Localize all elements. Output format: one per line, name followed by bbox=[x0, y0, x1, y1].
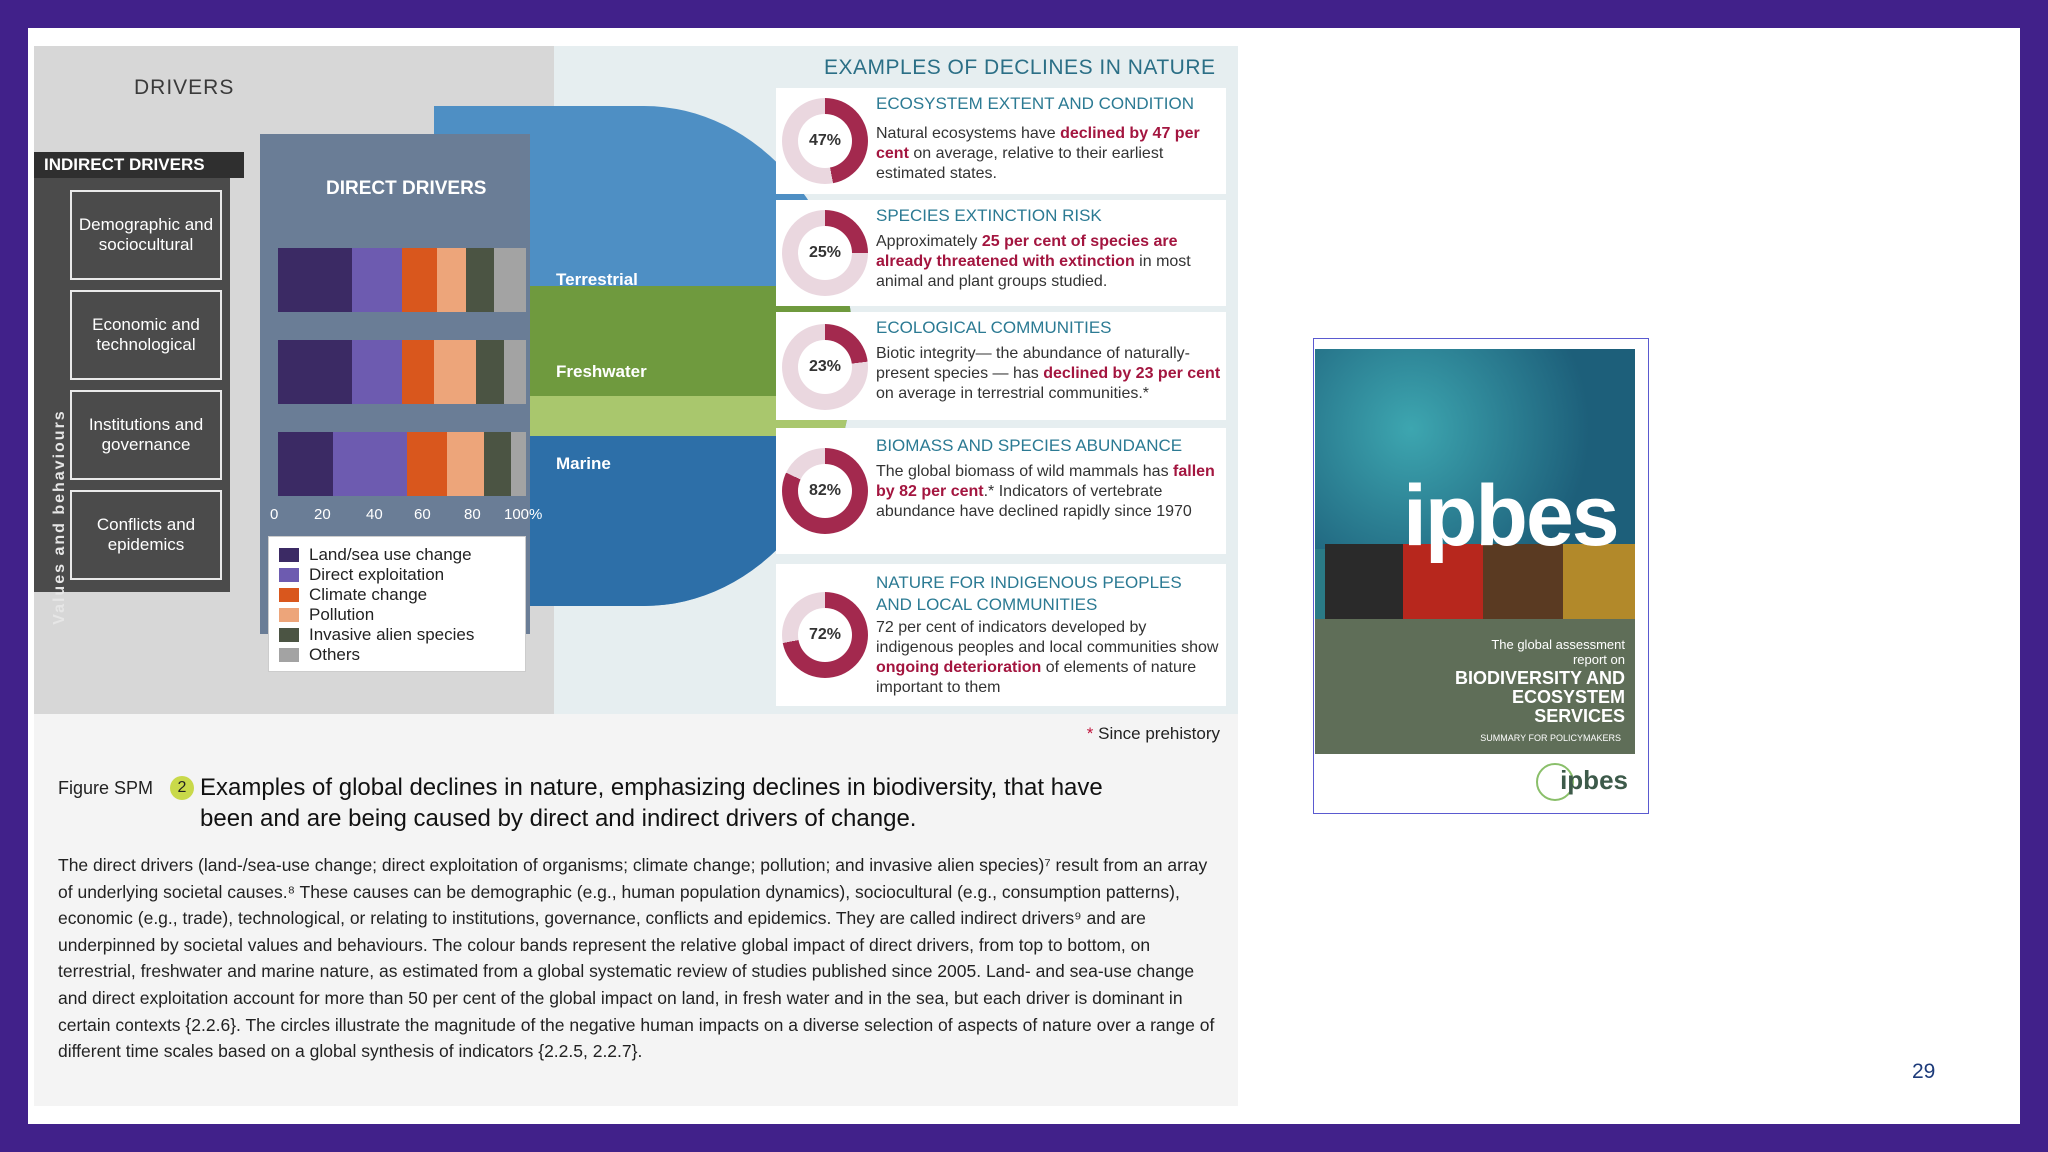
card-highlight: declined by 47 per cent bbox=[876, 125, 1200, 162]
infographic bbox=[34, 46, 1238, 714]
footer-logo-text: ipbes bbox=[1560, 764, 1628, 795]
card-text-post: on average, relative to their earliest estimated states. bbox=[876, 145, 1164, 182]
cover-spm: SUMMARY FOR POLICYMAKERS bbox=[1480, 733, 1621, 743]
bar-segment-others bbox=[511, 432, 526, 496]
figure-label: Figure SPM bbox=[58, 778, 154, 798]
values-behaviours-label: Values and behaviours bbox=[51, 409, 68, 625]
bar-segment-land-sea-use-change bbox=[278, 340, 352, 404]
bar-segment-direct-exploitation bbox=[352, 340, 402, 404]
legend-item bbox=[279, 625, 474, 645]
legend-swatch bbox=[279, 588, 299, 602]
donut-chart bbox=[782, 98, 868, 184]
tick-label: 80 bbox=[464, 506, 481, 523]
donut-value: 82% bbox=[798, 464, 852, 518]
card-text-post: in most animal and plant groups studied. bbox=[876, 253, 1191, 290]
bar-segment-others bbox=[504, 340, 526, 404]
legend-swatch bbox=[279, 608, 299, 622]
decline-card bbox=[776, 88, 1226, 194]
legend-label: Direct exploitation bbox=[309, 565, 445, 584]
figure-title: Examples of global declines in nature, emphasizing declines in biodiversity, that have been and are being caused by direct and indirect drivers of change. bbox=[200, 774, 1103, 832]
figure-number: 2 bbox=[170, 776, 194, 800]
card-title: ECOLOGICAL COMMUNITIES bbox=[876, 318, 1112, 337]
donut-value: 23% bbox=[798, 340, 852, 394]
tick-label: 20 bbox=[314, 506, 331, 523]
legend-label: Climate change bbox=[309, 585, 428, 604]
donut-chart bbox=[782, 448, 868, 534]
cover-image bbox=[1315, 349, 1635, 754]
indirect-driver-box: Economic and technological bbox=[70, 290, 222, 380]
card-text-post: .* Indicators of vertebrate abundance have declined rapidly since 1970 bbox=[876, 483, 1192, 520]
tick-label: 0 bbox=[270, 506, 279, 523]
card-highlight: fallen by 82 per cent bbox=[876, 463, 1215, 500]
report-cover bbox=[1313, 338, 1649, 814]
card-highlight: declined by 23 per cent bbox=[1043, 365, 1221, 382]
donut-value: 25% bbox=[798, 226, 852, 280]
frame-border-bottom bbox=[0, 1124, 2048, 1152]
donut-value: 72% bbox=[798, 608, 852, 662]
bar-segment-pollution bbox=[437, 248, 467, 312]
legend-item bbox=[279, 645, 360, 665]
decline-card bbox=[776, 312, 1226, 420]
tick-label: 40 bbox=[366, 506, 383, 523]
cover-main-title: BIODIVERSITY AND ECOSYSTEM SERVICES bbox=[1454, 668, 1625, 726]
donut-value: 47% bbox=[798, 114, 852, 168]
legend-swatch bbox=[279, 568, 299, 582]
bar-segment-land-sea-use-change bbox=[278, 432, 333, 496]
frame-border-left bbox=[0, 0, 28, 1152]
indirect-drivers-heading: INDIRECT DRIVERS bbox=[34, 152, 244, 178]
decline-card bbox=[776, 200, 1226, 306]
examples-title: EXAMPLES OF DECLINES IN NATURE bbox=[824, 56, 1216, 79]
card-text bbox=[876, 124, 1221, 184]
frame-border-right bbox=[2020, 0, 2048, 1152]
bar-segment-invasive-alien-species bbox=[476, 340, 503, 404]
card-text bbox=[876, 232, 1221, 292]
donut-chart bbox=[782, 210, 868, 296]
legend-item bbox=[279, 585, 427, 605]
since-prehistory-note bbox=[1087, 724, 1220, 744]
drivers-title: DRIVERS bbox=[134, 76, 235, 99]
label-marine: Marine bbox=[556, 454, 611, 473]
bar-segment-others bbox=[494, 248, 526, 312]
bar-segment-direct-exploitation bbox=[333, 432, 407, 496]
driver-bar-marine bbox=[278, 432, 526, 496]
card-title: SPECIES EXTINCTION RISK bbox=[876, 206, 1102, 225]
legend-swatch bbox=[279, 648, 299, 662]
card-text bbox=[876, 344, 1221, 404]
legend-item bbox=[279, 545, 472, 565]
bar-segment-direct-exploitation bbox=[352, 248, 402, 312]
card-title: ECOSYSTEM EXTENT AND CONDITION bbox=[876, 94, 1195, 113]
cover-logo: ipbes bbox=[1403, 468, 1618, 564]
legend-label: Land/sea use change bbox=[309, 545, 472, 564]
indirect-driver-box: Institutions and governance bbox=[70, 390, 222, 480]
since-text: Since prehistory bbox=[1098, 724, 1220, 743]
drivers-legend bbox=[268, 536, 526, 672]
card-title: BIOMASS AND SPECIES ABUNDANCE bbox=[876, 436, 1183, 455]
card-highlight: ongoing deterioration bbox=[876, 659, 1042, 676]
cover-subtitle: The global assessment report on bbox=[1491, 637, 1625, 667]
decline-card bbox=[776, 428, 1226, 554]
indirect-drivers-column bbox=[34, 178, 230, 625]
card-text bbox=[876, 618, 1221, 698]
decline-card bbox=[776, 564, 1226, 706]
cover-photo-ape bbox=[1325, 544, 1403, 620]
indirect-driver-box: Conflicts and epidemics bbox=[70, 490, 222, 580]
card-text-pre: The global biomass of wild mammals has bbox=[876, 463, 1174, 480]
tick-label: 60 bbox=[414, 506, 431, 523]
figure-spm bbox=[34, 46, 1238, 1106]
figure-description: The direct drivers (land-/sea-use change; direct exploitation of organisms; climate change; pollution; and invasive alien species)⁷ result from an array of underlying societal causes.⁸ These causes can be demographic (e.g., human population dynamics), sociocultural (e.g., consumption patterns), economic (e.g., trade), technological, or relating to institutions, governance, conflicts and epidemics. They are called indirect drivers⁹ and are underpinned by societal values and behaviours. The colour bands represent the relative global impact of direct drivers, from top to bottom, on terrestrial, freshwater and marine nature, as estimated from a global systematic review of studies published since 2005. Land- and sea-use change and direct exploitation account for more than 50 per cent of the global impact on land, in fresh water and in the sea, but each driver is dominant in certain contexts {2.2.6}. The circles illustrate the magnitude of the negative human impacts on a diverse selection of aspects of nature over a range of different time scales based on a global synthesis of indicators {2.2.5, 2.2.7}. bbox=[58, 855, 1215, 1062]
indirect-driver-box: Demographic and sociocultural bbox=[70, 190, 222, 280]
card-text-pre: Approximately bbox=[876, 233, 982, 250]
bar-segment-pollution bbox=[447, 432, 484, 496]
tick-label: 100% bbox=[504, 506, 543, 523]
driver-bar-freshwater bbox=[278, 340, 526, 404]
legend-item bbox=[279, 605, 374, 625]
label-terrestrial: Terrestrial bbox=[556, 270, 638, 289]
card-text-post: of elements of nature important to them bbox=[876, 659, 1197, 696]
card-text-pre: Natural ecosystems have bbox=[876, 125, 1061, 142]
legend-label: Invasive alien species bbox=[309, 625, 475, 644]
bar-segment-climate-change bbox=[402, 340, 434, 404]
label-freshwater: Freshwater bbox=[556, 362, 647, 381]
card-text-pre: Biotic integrity— the abundance of naturally-present species — has bbox=[876, 345, 1190, 382]
donut-chart bbox=[782, 592, 868, 678]
card-title: NATURE FOR INDIGENOUS PEOPLES AND LOCAL COMMUNITIES bbox=[876, 573, 1182, 614]
legend-swatch bbox=[279, 548, 299, 562]
bar-segment-invasive-alien-species bbox=[484, 432, 511, 496]
card-text-pre: 72 per cent of indicators developed by indigenous peoples and local communities show bbox=[876, 619, 1219, 656]
card-highlight: 25 per cent of species are already threatened with extinction bbox=[876, 233, 1178, 270]
bar-segment-climate-change bbox=[407, 432, 447, 496]
donut-chart bbox=[782, 324, 868, 410]
legend-label: Others bbox=[309, 645, 361, 664]
driver-bar-terrestrial bbox=[278, 248, 526, 312]
cover-footer-logo bbox=[1536, 763, 1628, 801]
legend-label: Pollution bbox=[309, 605, 375, 624]
bar-segment-pollution bbox=[434, 340, 476, 404]
bar-segment-climate-change bbox=[402, 248, 437, 312]
asterisk: * bbox=[1086, 724, 1094, 743]
legend-item bbox=[279, 565, 444, 585]
page-number: 29 bbox=[1912, 1060, 1936, 1083]
bar-segment-land-sea-use-change bbox=[278, 248, 352, 312]
card-text bbox=[876, 462, 1221, 522]
direct-drivers-heading: DIRECT DRIVERS bbox=[326, 178, 487, 199]
bar-segment-invasive-alien-species bbox=[466, 248, 493, 312]
frame-border-top bbox=[0, 0, 2048, 28]
card-text-post: on average in terrestrial communities.* bbox=[876, 385, 1150, 402]
legend-swatch bbox=[279, 628, 299, 642]
